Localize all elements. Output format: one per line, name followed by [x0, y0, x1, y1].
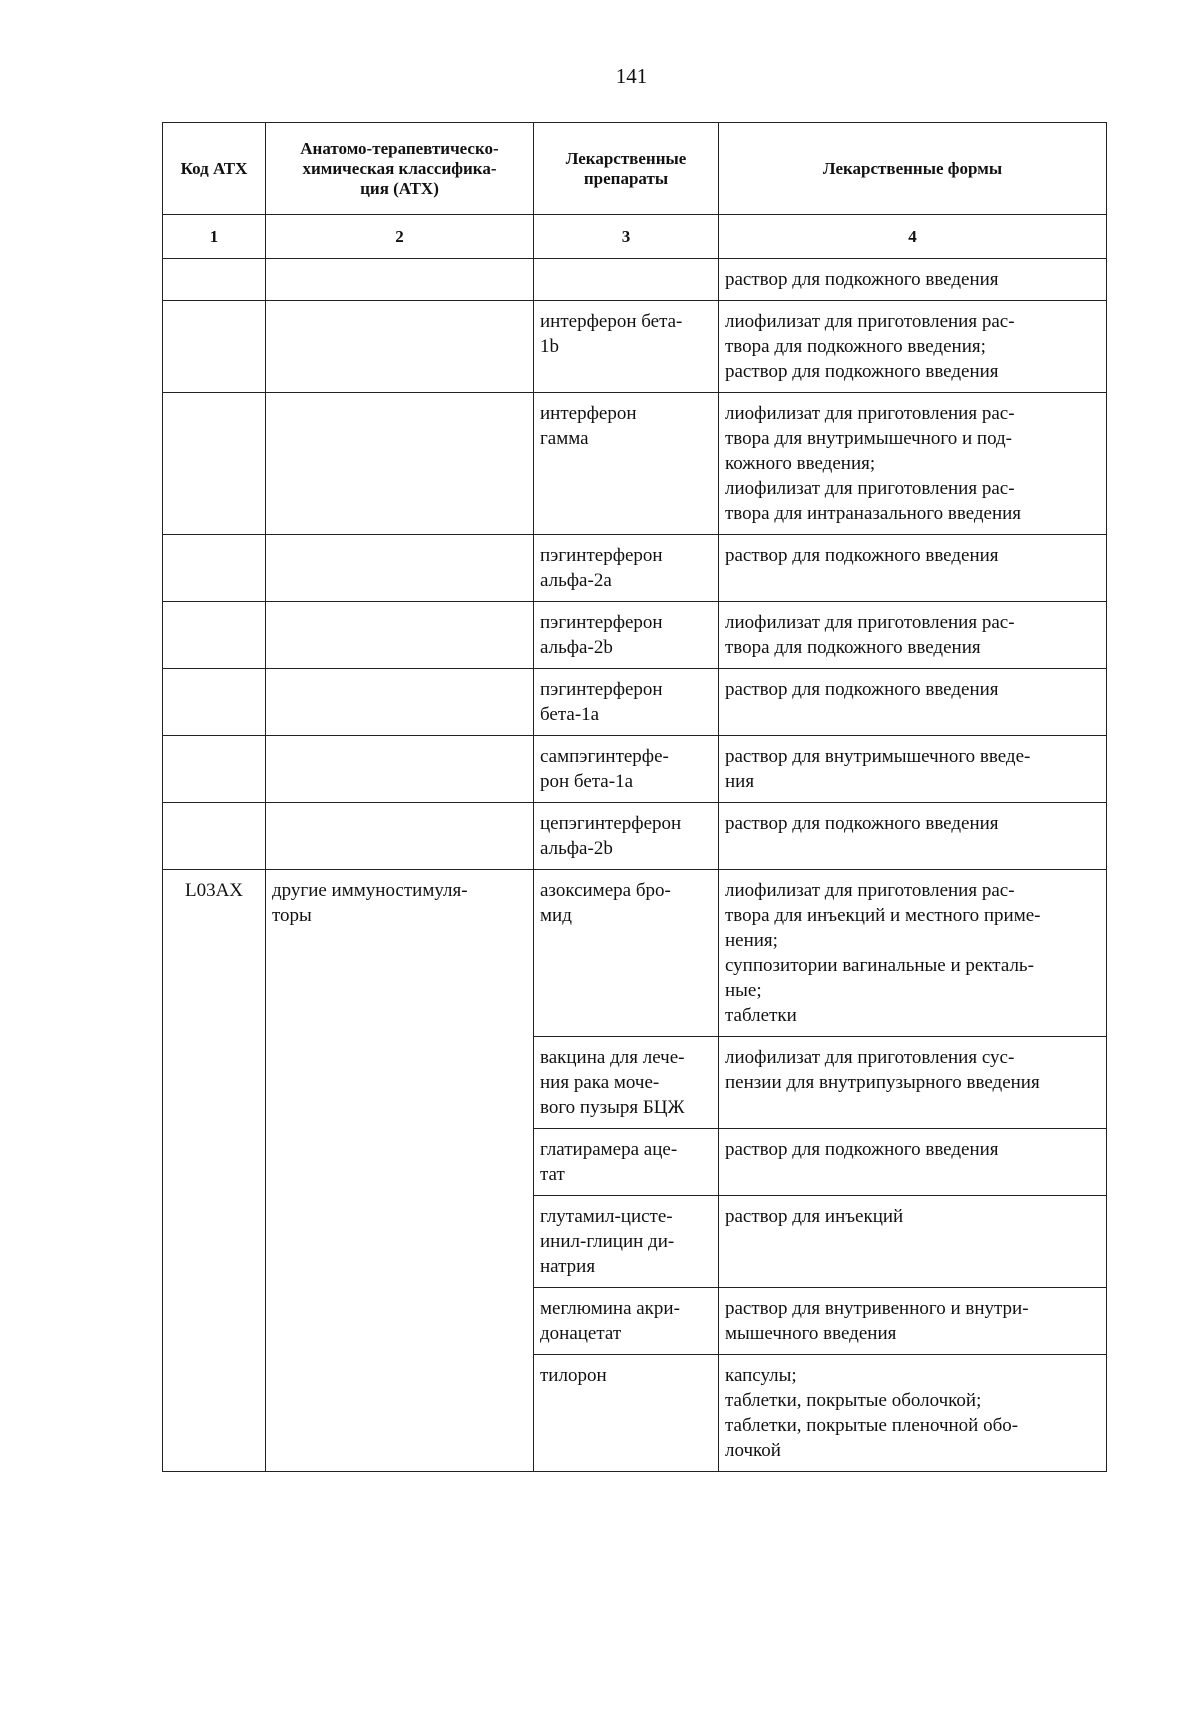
drug-name-cell [534, 259, 719, 301]
classification-cell [266, 602, 534, 669]
atx-table [162, 122, 1107, 1472]
column-number: 4 [719, 215, 1107, 259]
column-number-row [163, 215, 1107, 259]
header-drugs: Лекарственные препараты [534, 123, 719, 215]
dosage-forms-cell: капсулы; таблетки, покрытые оболочкой; таблетки, покрытые пленочной обо- лочкой [719, 1355, 1107, 1472]
header-dosage-forms: Лекарственные формы [719, 123, 1107, 215]
table-row [163, 301, 1107, 393]
table-row [163, 535, 1107, 602]
drug-name-cell: пэгинтерферон альфа-2а [534, 535, 719, 602]
column-number: 2 [266, 215, 534, 259]
drug-name-cell: вакцина для лече- ния рака моче- вого пузыря БЦЖ [534, 1037, 719, 1129]
classification-cell [266, 259, 534, 301]
dosage-forms-cell: лиофилизат для приготовления рас- твора для подкожного введения; раствор для подкожного введения [719, 301, 1107, 393]
column-number: 1 [163, 215, 266, 259]
classification-cell [266, 393, 534, 535]
table-row [163, 393, 1107, 535]
atx-code-cell [163, 803, 266, 870]
dosage-forms-cell: раствор для внутривенного и внутри- мышечного введения [719, 1288, 1107, 1355]
table-row [163, 736, 1107, 803]
drug-name-cell: цепэгинтерферон альфа-2b [534, 803, 719, 870]
header-atx-code: Код АТХ [163, 123, 266, 215]
atx-code-cell [163, 393, 266, 535]
classification-cell [266, 669, 534, 736]
drug-name-cell: азоксимера бро- мид [534, 870, 719, 1037]
table-row [163, 669, 1107, 736]
drug-name-cell: пэгинтерферон альфа-2b [534, 602, 719, 669]
dosage-forms-cell: раствор для подкожного введения [719, 259, 1107, 301]
classification-cell [266, 803, 534, 870]
dosage-forms-cell: лиофилизат для приготовления сус- пензии для внутрипузырного введения [719, 1037, 1107, 1129]
dosage-forms-cell: раствор для подкожного введения [719, 803, 1107, 870]
atx-code-cell [163, 535, 266, 602]
table-row [163, 602, 1107, 669]
dosage-forms-cell: раствор для подкожного введения [719, 535, 1107, 602]
table-body [163, 259, 1107, 1472]
column-number: 3 [534, 215, 719, 259]
drug-name-cell: пэгинтерферон бета-1а [534, 669, 719, 736]
drug-name-cell: сампэгинтерфе- рон бета-1а [534, 736, 719, 803]
dosage-forms-cell: лиофилизат для приготовления рас- твора для подкожного введения [719, 602, 1107, 669]
atx-code-cell: L03AX [163, 870, 266, 1472]
header-atx-classification: Анатомо-терапевтическо- химическая классифика- ция (АТХ) [266, 123, 534, 215]
drug-name-cell: тилорон [534, 1355, 719, 1472]
classification-cell [266, 301, 534, 393]
table-header-row [163, 123, 1107, 215]
drug-name-cell: интерферон гамма [534, 393, 719, 535]
atx-code-cell [163, 669, 266, 736]
atx-code-cell [163, 301, 266, 393]
dosage-forms-cell: раствор для инъекций [719, 1196, 1107, 1288]
drug-name-cell: меглюмина акри- донацетат [534, 1288, 719, 1355]
drug-name-cell: интерферон бета- 1b [534, 301, 719, 393]
dosage-forms-cell: раствор для подкожного введения [719, 1129, 1107, 1196]
atx-code-cell [163, 602, 266, 669]
dosage-forms-cell: лиофилизат для приготовления рас- твора для внутримышечного и под- кожного введения; лиофилизат для приготовления рас- твора для интраназального введения [719, 393, 1107, 535]
drug-name-cell: глутамил-цисте- инил-глицин ди- натрия [534, 1196, 719, 1288]
classification-cell [266, 736, 534, 803]
dosage-forms-cell: раствор для внутримышечного введе- ния [719, 736, 1107, 803]
classification-cell: другие иммуностимуля- торы [266, 870, 534, 1472]
table-row [163, 259, 1107, 301]
page-number: 141 [615, 64, 648, 88]
atx-code-cell [163, 259, 266, 301]
drug-name-cell: глатирамера аце- тат [534, 1129, 719, 1196]
atx-code-cell [163, 736, 266, 803]
table-row [163, 803, 1107, 870]
dosage-forms-cell: раствор для подкожного введения [719, 669, 1107, 736]
table-row [163, 870, 1107, 1037]
dosage-forms-cell: лиофилизат для приготовления рас- твора для инъекций и местного приме- нения; суппозитории вагинальные и ректаль- ные; таблетки [719, 870, 1107, 1037]
classification-cell [266, 535, 534, 602]
